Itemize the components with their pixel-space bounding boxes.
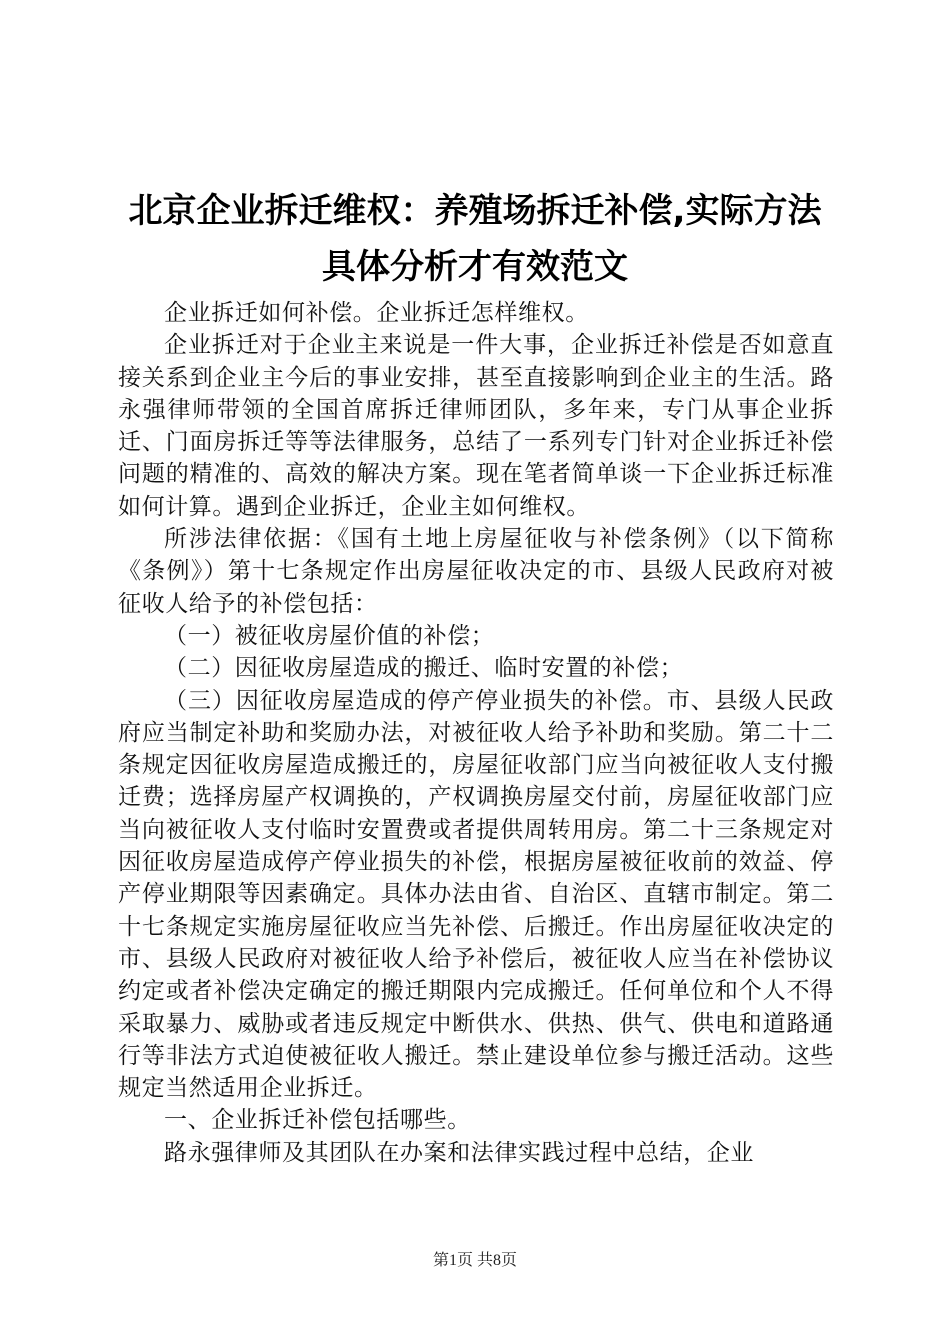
paragraph: 企业拆迁对于企业主来说是一件大事，企业拆迁补偿是否如意直接关系到企业主今后的事业安排，甚至直接影响到企业主的生活。路永强律师带领的全国首席拆迁律师团队，多年来，专门从事企业拆迁、门面房拆迁等等法律服务，总结了一系列专门针对企业拆迁补偿问题的精准的、高效的解决方案。现在笔者简单谈一下企业拆迁标准如何计算。遇到企业拆迁，企业主如何维权。 [118, 332, 834, 520]
document-body [118, 297, 834, 1169]
paragraph: 所涉法律依据：《国有土地上房屋征收与补偿条例》（以下简称《条例》）第十七条规定作出房屋征收决定的市、县级人民政府对被征收人给予的补偿包括： [118, 526, 834, 617]
page-footer: 第1页 共8页 [432, 1252, 517, 1269]
paragraph: （三）因征收房屋造成的停产停业损失的补偿。市、县级人民政府应当制定补助和奖励办法，对被征收人给予补助和奖励。第二十二条规定因征收房屋造成搬迁的，房屋征收部门应当向被征收人支付搬迁费；选择房屋产权调换的，产权调换房屋交付前，房屋征收部门应当向被征收人支付临时安置费或者提供周转用房。第二十三条规定对因征收房屋造成停产停业损失的补偿，根据房屋被征收前的效益、停产停业期限等因素确定。具体办法由省、自治区、直辖市制定。第二十七条规定实施房屋征收应当先补偿、后搬迁。作出房屋征收决定的市、县级人民政府对被征收人给予补偿后，被征收人应当在补偿协议约定或者补偿决定确定的搬迁期限内完成搬迁。任何单位和个人不得采取暴力、威胁或者违反规定中断供水、供热、供气、供电和道路通行等非法方式迫使被征收人搬迁。禁止建设单位参与搬迁活动。这些规定当然适用企业拆迁。 [118, 687, 834, 1102]
paragraph: 路永强律师及其团队在办案和法律实践过程中总结，企业 [164, 1139, 754, 1166]
paragraph: （二）因征收房屋造成的搬迁、临时安置的补偿； [164, 655, 684, 682]
document-title: 北京企业拆迁维权：养殖场拆迁补偿,实际方法具体分析才有效范文 [128, 191, 822, 287]
section-heading: 一、企业拆迁补偿包括哪些。 [164, 1107, 471, 1134]
paragraph: 企业拆迁如何补偿。企业拆迁怎样维权。 [164, 300, 589, 326]
paragraph: （一）被征收房屋价值的补偿； [164, 622, 495, 649]
